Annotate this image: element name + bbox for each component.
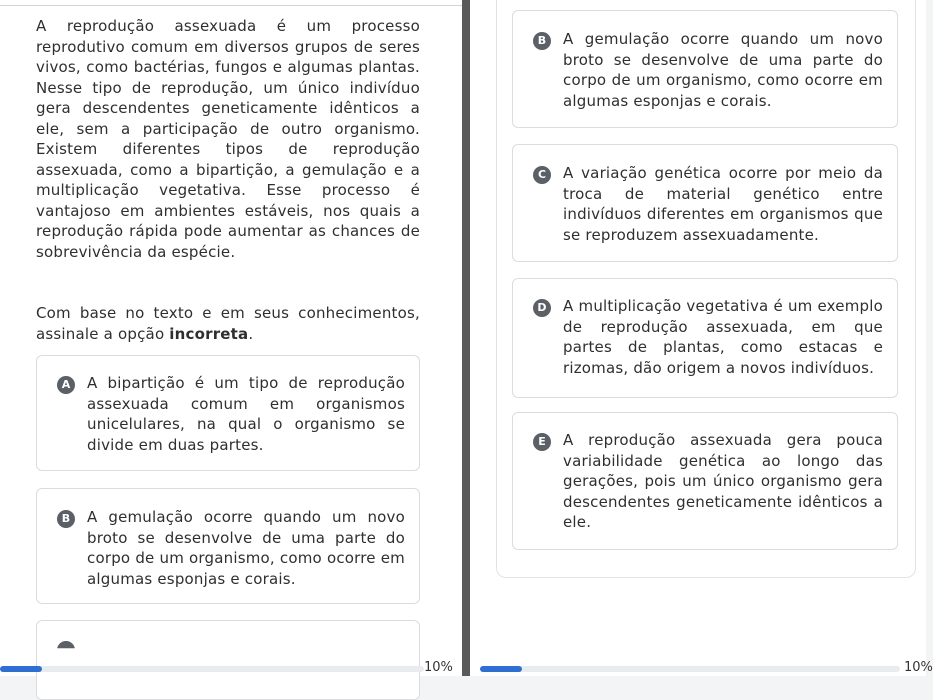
question-emphasis: incorreta bbox=[169, 324, 249, 343]
option-b-text-left: A gemulação ocorre quando um novo broto se desenvolve de uma parte do corpo de um organismo, como ocorre em algumas esponjas e corais. bbox=[87, 508, 405, 588]
question-prompt bbox=[36, 303, 420, 344]
option-b-badge-left: B bbox=[57, 510, 75, 528]
option-a-text: A bipartição é um tipo de reprodução assexuada comum em organismos unicelulares, na qual o organismo se divide em duas partes. bbox=[87, 374, 405, 454]
option-b-card[interactable] bbox=[512, 10, 898, 128]
progress-fill-left bbox=[0, 666, 42, 672]
option-c-card-left[interactable] bbox=[36, 620, 420, 700]
passage-text: A reprodução assexuada é um processo reprodutivo comum em diversos grupos de seres vivos, como bactérias, fungos e algumas plantas. Nesse tipo de reprodução, um único indivíduo gera descendentes geneticamente idênticos a ele, sem a participação de outro organismo. Existem diferentes tipos de reprodução assexuada, como a bipartição, a gemulação e a multiplicação vegetativa. Esse processo é vantajoso em ambientes estáveis, nos quais a reprodução rápida pode aumentar as chances de sobrevivência da espécie. bbox=[36, 17, 420, 261]
option-a-badge: A bbox=[57, 376, 75, 394]
option-d-card[interactable] bbox=[512, 278, 898, 398]
option-c-badge: C bbox=[533, 166, 551, 184]
progress-label-right: 10% bbox=[904, 660, 933, 675]
option-e-text: A reprodução assexuada gera pouca variabilidade genética ao longo das gerações, pois um único organismo gera descendentes geneticamente idênticos a ele. bbox=[563, 431, 883, 531]
option-d-badge: D bbox=[533, 299, 551, 317]
option-b-text: A gemulação ocorre quando um novo broto se desenvolve de uma parte do corpo de um organismo, como ocorre em algumas esponjas e corais. bbox=[563, 30, 883, 110]
progress-track-left bbox=[0, 666, 424, 672]
option-c-text: A variação genética ocorre por meio da troca de material genético entre indivíduos diferentes em organismos que se reproduzem assexuadamente. bbox=[563, 164, 883, 244]
option-b-card-left[interactable] bbox=[36, 488, 420, 604]
option-e-card[interactable] bbox=[512, 412, 898, 550]
progress-label-left: 10% bbox=[424, 660, 453, 675]
pane-divider[interactable] bbox=[462, 0, 470, 676]
option-d-text: A multiplicação vegetativa é um exemplo de reprodução assexuada, em que partes de plantas, como estacas e rizomas, dão origem a novos indivíduos. bbox=[563, 297, 883, 377]
left-scroll-pane[interactable] bbox=[0, 0, 462, 676]
option-e-badge: E bbox=[533, 433, 551, 451]
option-c-badge-left bbox=[57, 641, 75, 659]
top-divider bbox=[0, 0, 462, 6]
right-scroll-pane[interactable] bbox=[470, 0, 933, 676]
progress-fill-right bbox=[480, 666, 522, 672]
progress-track-right bbox=[480, 666, 900, 672]
question-suffix: . bbox=[248, 324, 254, 343]
option-c-card[interactable] bbox=[512, 144, 898, 262]
option-b-badge: B bbox=[533, 32, 551, 50]
option-a-card[interactable] bbox=[36, 355, 420, 471]
question-prefix: Com base no texto e em seus conhecimentos, assinale a opção bbox=[36, 304, 420, 343]
